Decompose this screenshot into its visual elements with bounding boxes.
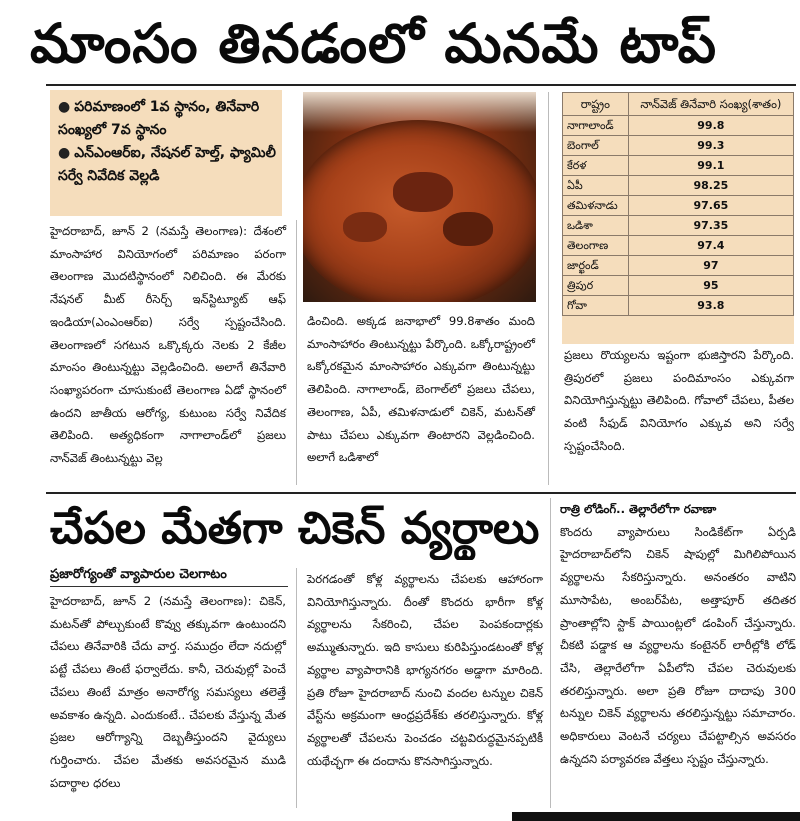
bullet-icon: ● (58, 145, 71, 161)
table-cell-value: 98.25 (628, 176, 793, 196)
bullet-icon: ● (58, 99, 71, 115)
highlight-item: ● పరిమాణంలో 1వ స్థానం, తినేవారి సంఖ్యలో 7వ స్థానం (58, 99, 260, 138)
table-row (563, 236, 794, 256)
subheadline: ప్రజారోగ్యంతో వ్యాపారుల చెలగాటం (50, 564, 288, 587)
meat-curry-photo (303, 92, 536, 302)
table-cell-value: 95 (628, 276, 793, 296)
table-row (563, 256, 794, 276)
table-cell-value: 99.8 (628, 116, 793, 136)
article1-column-3: ప్రజలు రొయ్యలను ఇష్టంగా భుజిస్తారని పేర్కొంది. త్రిపురలో ప్రజలు పందిమాంసం ఎక్కువగా వినియోగిస్తున్నట్టు తెలిపింది. గోవాలో చేపలు, పీతల వంటి సీఫుడ్ వినియోగం ఎక్కువ అని సర్వే స్పష్టంచేసింది. (564, 348, 794, 453)
table-row (563, 216, 794, 236)
table-cell-state: తెలంగాణ (563, 236, 629, 256)
table-row (563, 156, 794, 176)
table-row (563, 296, 794, 316)
table-cell-state: ఒడిశా (563, 216, 629, 236)
table-cell-value: 97.65 (628, 196, 793, 216)
top-rule (46, 84, 796, 86)
table-cell-value: 99.1 (628, 156, 793, 176)
article1-column-2: డించింది. అక్కడ జనాభాలో 99.8శాతం మంది మాంసాహారం తింటున్నట్టు పేర్కొంది. ఒక్కోరాష్ట్రంలో ఒక్కోరకమైన మాంసాహారం ఎక్కువగా తింటున్నట్టు తెలిపింది. నాగాలాండ్, బెంగాల్‌లో ప్రజలు చేపలు, తెలంగాణ, ఏపీ, తమిళనాడులో చికెన్, మటన్‌తో పాటు చేపలు ఎక్కువగా తింటారని వెల్లడించింది. అలాగే ఒడిశాలో (307, 314, 535, 465)
section-lead: రాత్రి లోడింగ్.. తెల్లారేలోగా రవాణా (560, 502, 717, 516)
table-cell-state: ఏపీ (563, 176, 629, 196)
table-row (563, 136, 794, 156)
table-row (563, 196, 794, 216)
table-header-state: రాష్ట్రం (563, 93, 629, 116)
table-cell-value: 93.8 (628, 296, 793, 316)
table-cell-value: 97.4 (628, 236, 793, 256)
article2-column-1: హైదరాబాద్, జూన్ 2 (నమస్తే తెలంగాణ): చికెన్, మటన్‌తో పోల్చుకుంటే కొవ్వు తక్కువగా ఉంటుందని చేపలు తినేవారికి చేదు వార్త. సముద్రం లేదా నదుల్లో పట్టే చేపలు తింటే ఫర్వాలేదు. కానీ, చెరువుల్లో పెంచే చేపలు తింటే మాత్రం అనారోగ్య సమస్యలు తలెత్తే అవకాశం ఉన్నది. ఎందుకంటే.. చేపలకు వేస్తున్న మేత ప్రజల ఆరోగ్యాన్ని దెబ్బతీస్తుందని వైద్యులు గుర్తించారు. చేపల మేతకు అవసరమైన ముడి పదార్థాల ధరలు (50, 594, 286, 790)
table-row (563, 276, 794, 296)
column-divider (296, 220, 297, 485)
article2-column-3: రాత్రి లోడింగ్.. తెల్లారేలోగా రవాణా కొందరు వ్యాపారులు సిండికేట్‌గా ఏర్పడి హైదరాబాద్‌లోని చికెన్ షాపుల్లో మిగిలిపోయిన వ్యర్థాలను సేకరిస్తున్నారు. అనంతరం వాటిని మూసాపేట, అంబర్‌పేట, అత్తాపూర్ తదితర ప్రాంతాల్లోని స్టాక్ పాయింట్లలో డంపింగ్ చేస్తున్నారు. చీకటి పడ్డాక ఆ వ్యర్థాలను కంటైనర్ లారీల్లోకి లోడ్ చేసి, తెల్లారేలోగా ఏపీలోని చేపల చెరువులకు తరలిస్తున్నారు. అలా ప్రతి రోజూ దాదాపు 300 టన్నుల చికెన్ వ్యర్థాలను తరలిస్తున్నట్టు సమాచారం. అధికారులు వెంటనే చర్యలు చేపట్టాల్సిన అవసరం ఉన్నదని పర్యావరణ వేత్తలు స్పష్టం చేస్తున్నారు. (560, 498, 796, 770)
table-cell-state: తమిళనాడు (563, 196, 629, 216)
table-cell-state: జార్ఖండ్ (563, 256, 629, 276)
highlights-box (50, 90, 282, 216)
table-cell-state: త్రిపుర (563, 276, 629, 296)
article1-column-1: హైదరాబాద్, జూన్ 2 (నమస్తే తెలంగాణ): దేశంలో మాంసాహార వినియోగంలో పరిమాణం పరంగా తెలంగాణ మొదటిస్థానంలో నిలిచింది. ఈ మేరకు నేషనల్ మీట్ రీసెర్చ్ ఇన్‌స్టిట్యూట్ ఆఫ్ ఇండియా(ఎంఎంఆర్ఐ) సర్వే స్పష్టంచేసింది. తెలంగాణలో సగటున ఒక్కొక్కరు నెలకు 2 కేజీల మాంసం తింటున్నట్టు వెల్లడించింది. అలాగే తినేవారి సంఖ్యాపరంగా చూసుకుంటే తెలంగాణ ఏడో స్థానంలో ఉందని జాతీయ ఆరోగ్య, కుటుంబ సర్వే నివేదిక తెలిపింది. అత్యధికంగా నాగాలాండ్‌లో ప్రజలు నాన్‌వెజ్ తింటున్నట్టు వెల్ల (50, 224, 286, 466)
headline-fish-feed: చేపల మేతగా చికెన్ వ్యర్థాలు (50, 503, 540, 554)
table-cell-state: గోవా (563, 296, 629, 316)
next-article-bar (512, 812, 800, 821)
column-divider (296, 568, 297, 808)
headline-meat-consumption: మాంసం తినడంలో మనమే టాప్ (30, 12, 718, 75)
table-cell-state: కేరళ (563, 156, 629, 176)
column-divider (548, 92, 549, 485)
table-row (563, 176, 794, 196)
table-header-value: నాన్‌వెజ్ తినేవారి సంఖ్య(శాతం) (628, 93, 793, 116)
column-divider (550, 498, 551, 808)
article2-column-2: పెరగడంతో కోళ్ల వ్యర్థాలను చేపలకు ఆహారంగా వినియోగిస్తున్నారు. దీంతో కొందరు భారీగా కోళ్ల వ్యర్థాలను సేకరించి, చేపల పెంపకందార్లకు అమ్ముతున్నారు. ఇది కాసులు కురిపిస్తుండటంతో కోళ్ల వ్యర్థాల వ్యాపారానికి భాగ్యనగరం అడ్డాగా మారింది. ప్రతి రోజూ హైదరాబాద్ నుంచి వందల టన్నుల చికెన్ వేస్ట్‌ను అక్రమంగా ఆంధ్రప్రదేశ్‌కు తరలిస్తున్నారు. కోళ్ల వ్యర్థాలతో చేపలను పెంచడం చట్టవిరుద్ధమైనప్పటికీ యథేచ్ఛగా ఈ దందాను కొనసాగిస్తున్నారు. (307, 572, 543, 768)
table-cell-state: బెంగాల్ (563, 136, 629, 156)
table-cell-value: 97.35 (628, 216, 793, 236)
nonveg-state-table (562, 92, 794, 344)
highlight-item: ● ఎన్‌ఎంఆర్‌ఐ, నేషనల్ హెల్త్, ఫ్యామిలీ సర్వే నివేదిక వెల్లడి (58, 145, 276, 184)
table-cell-state: నాగాలాండ్ (563, 116, 629, 136)
table-cell-value: 97 (628, 256, 793, 276)
section-rule (46, 492, 796, 494)
table-row (563, 116, 794, 136)
table-cell-value: 99.3 (628, 136, 793, 156)
